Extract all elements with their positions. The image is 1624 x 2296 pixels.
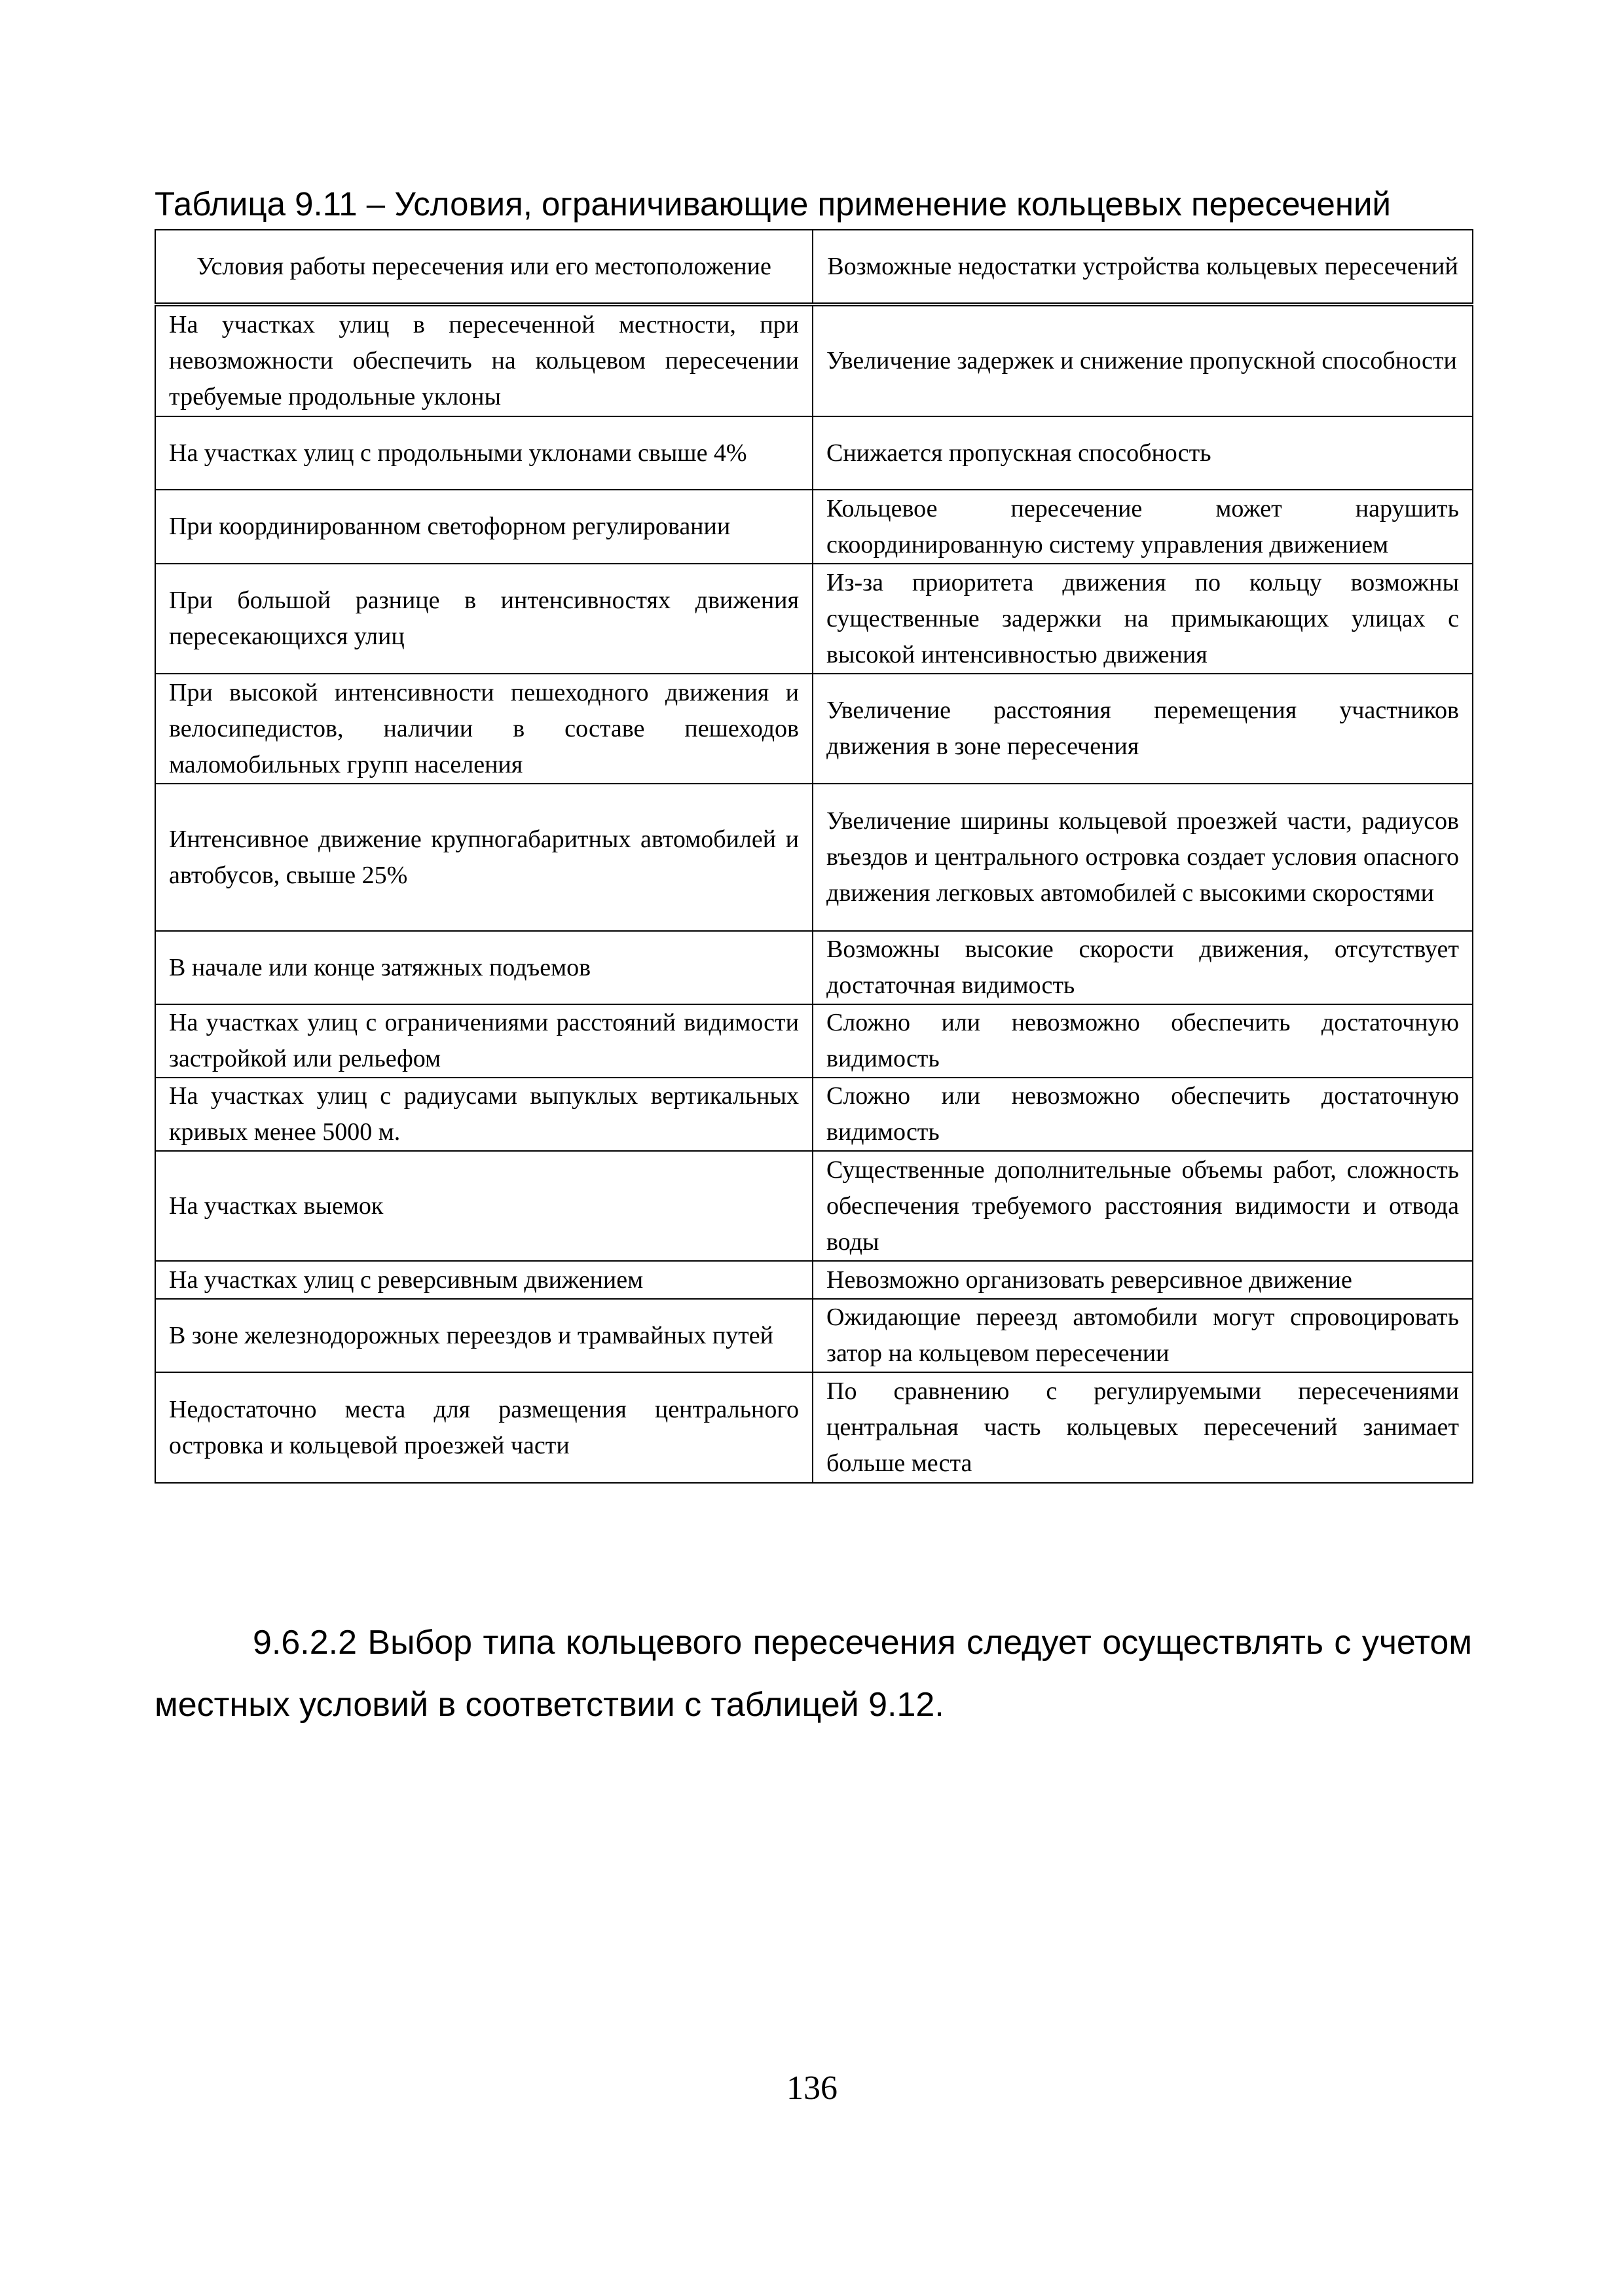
- table-cell-drawback: Снижается пропускная способность: [813, 416, 1473, 490]
- table-cell-condition: На участках улиц с ограничениями расстояний видимости застройкой или рельефом: [155, 1004, 813, 1078]
- table-cell-condition: На участках улиц в пересеченной местности, при невозможности обеспечить на кольцевом пересечении требуемые продольные уклоны: [155, 304, 813, 416]
- column-header-conditions: Условия работы пересечения или его местоположение: [155, 230, 813, 304]
- table-cell-condition: На участках улиц с радиусами выпуклых вертикальных кривых менее 5000 м.: [155, 1078, 813, 1151]
- table-cell-condition: В начале или конце затяжных подъемов: [155, 931, 813, 1004]
- table-caption: Таблица 9.11 – Условия, ограничивающие применение кольцевых пересечений: [155, 185, 1391, 223]
- column-header-drawbacks: Возможные недостатки устройства кольцевых пересечений: [813, 230, 1473, 304]
- table-cell-drawback: Ожидающие переезд автомобили могут спровоцировать затор на кольцевом пересечении: [813, 1299, 1473, 1372]
- table-header-row: [155, 230, 1473, 304]
- table-cell-drawback: Сложно или невозможно обеспечить достаточную видимость: [813, 1004, 1473, 1078]
- table-cell-condition: Интенсивное движение крупногабаритных автомобилей и автобусов, свыше 25%: [155, 784, 813, 931]
- table-cell-condition: При высокой интенсивности пешеходного движения и велосипедистов, наличии в составе пешеходов маломобильных групп населения: [155, 674, 813, 784]
- table-row: [155, 1372, 1473, 1483]
- table-row: [155, 784, 1473, 931]
- table-row: [155, 1004, 1473, 1078]
- table-row: [155, 1299, 1473, 1372]
- table-row: [155, 931, 1473, 1004]
- table-cell-condition: На участках улиц с реверсивным движением: [155, 1261, 813, 1299]
- table-cell-drawback: Из-за приоритета движения по кольцу возможны существенные задержки на примыкающих улицах с высокой интенсивностью движения: [813, 564, 1473, 674]
- table-row: [155, 674, 1473, 784]
- table-cell-condition: На участках улиц с продольными уклонами свыше 4%: [155, 416, 813, 490]
- table-cell-condition: При координированном светофорном регулировании: [155, 490, 813, 564]
- table-cell-drawback: Существенные дополнительные объемы работ, сложность обеспечения требуемого расстояния видимости и отвода воды: [813, 1151, 1473, 1261]
- conditions-table: [155, 229, 1473, 1484]
- table-cell-condition: На участках выемок: [155, 1151, 813, 1261]
- table-cell-drawback: Возможны высокие скорости движения, отсутствует достаточная видимость: [813, 931, 1473, 1004]
- table-cell-drawback: Кольцевое пересечение может нарушить скоординированную систему управления движением: [813, 490, 1473, 564]
- table-row: [155, 490, 1473, 564]
- body-paragraph: 9.6.2.2 Выбор типа кольцевого пересечения следует осуществлять с учетом местных условий в соответствии с таблицей 9.12.: [155, 1624, 1472, 1724]
- table-cell-drawback: Сложно или невозможно обеспечить достаточную видимость: [813, 1078, 1473, 1151]
- table-cell-drawback: Увеличение ширины кольцевой проезжей части, радиусов въездов и центрального островка создает условия опасного движения легковых автомобилей с высокими скоростями: [813, 784, 1473, 931]
- table-cell-drawback: Невозможно организовать реверсивное движение: [813, 1261, 1473, 1299]
- table-cell-condition: При большой разнице в интенсивностях движения пересекающихся улиц: [155, 564, 813, 674]
- table-cell-condition: Недостаточно места для размещения центрального островка и кольцевой проезжей части: [155, 1372, 813, 1483]
- table-cell-drawback: По сравнению с регулируемыми пересечениями центральная часть кольцевых пересечений занимает больше места: [813, 1372, 1473, 1483]
- table-cell-drawback: Увеличение расстояния перемещения участников движения в зоне пересечения: [813, 674, 1473, 784]
- table-row: [155, 1151, 1473, 1261]
- table-row: [155, 416, 1473, 490]
- table-row: [155, 1261, 1473, 1299]
- table-row: [155, 564, 1473, 674]
- page-number: 136: [786, 2069, 838, 2107]
- table-row: [155, 1078, 1473, 1151]
- table-row: [155, 304, 1473, 416]
- table-cell-drawback: Увеличение задержек и снижение пропускной способности: [813, 304, 1473, 416]
- table-cell-condition: В зоне железнодорожных переездов и трамвайных путей: [155, 1299, 813, 1372]
